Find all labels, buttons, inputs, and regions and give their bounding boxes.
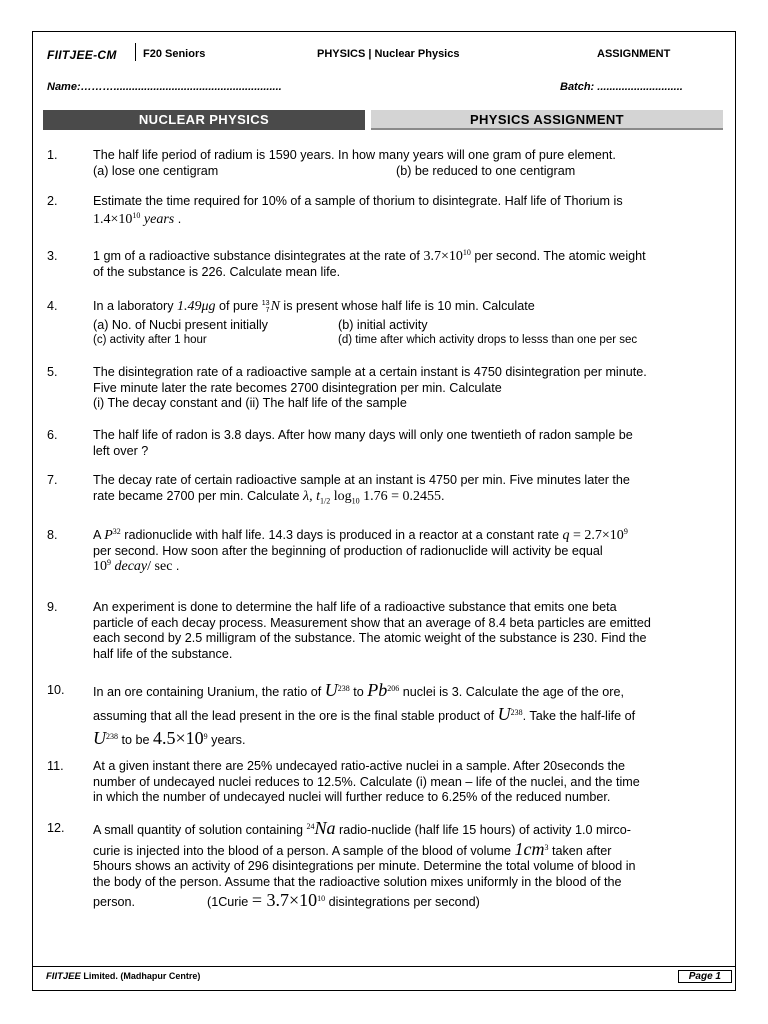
math-expr: log: [330, 488, 352, 504]
question-text: 5hours shows an activity of 296 disintegrations per minute. Determine the total volume of blood in: [93, 859, 636, 873]
math-expr: 10: [93, 559, 107, 574]
punct: .: [174, 211, 182, 226]
text: person.: [93, 895, 136, 909]
question-2: [47, 194, 727, 227]
footer-brand: FIITJEE: [46, 971, 81, 982]
page-header: [33, 32, 735, 77]
atomic-number: 7: [265, 306, 270, 314]
question-text-line: [93, 679, 727, 703]
math-exp: 9: [623, 526, 628, 536]
text: curie is injected into the blood of a person. A sample of the blood of volume: [93, 843, 515, 858]
math-expr: 1cm: [514, 838, 545, 859]
text: of pure: [215, 299, 262, 313]
question-9: [47, 600, 727, 662]
question-text-line: [93, 703, 727, 727]
text: A small quantity of solution containing: [93, 823, 307, 837]
question-text: particle of each decay process. Measurement show that an average of 8.4 beta particles are emitted: [93, 615, 651, 630]
question-number: 12.: [47, 821, 65, 835]
math-expr: P: [104, 528, 113, 543]
assignment-title-bar: PHYSICS ASSIGNMENT: [371, 110, 723, 130]
question-text: in which the number of undecayed nuclei will further reduce to 6.25% of the reduced number.: [93, 790, 611, 804]
question-text-line: [93, 838, 727, 860]
math-exp: 238: [106, 731, 118, 741]
math-unit: years: [140, 211, 175, 227]
option-b: (b) be reduced to one centigram: [396, 163, 576, 178]
text: rate became 2700 per min. Calculate: [93, 488, 304, 503]
question-text: Five minute later the rate becomes 2700 disintegration per min. Calculate: [93, 380, 502, 395]
question-text: of the substance is 226. Calculate mean life.: [93, 264, 341, 279]
math-exp: 10: [317, 893, 326, 903]
question-text-line: [93, 528, 727, 544]
page-number: Page 1: [678, 970, 732, 983]
question-number: 3.: [47, 249, 58, 263]
question-number: 10.: [47, 683, 65, 697]
math-expr: 1.76 = 0.2455: [359, 488, 441, 504]
subject-label: PHYSICS | Nuclear Physics: [317, 48, 460, 60]
question-number: 7.: [47, 473, 58, 487]
question-text: the body of the person. Assume that the radioactive solution mixes uniformly in the blood of the: [93, 874, 622, 889]
question-text-line: [93, 559, 727, 575]
question-8: [47, 528, 727, 575]
math-expr: 1.49μg: [177, 299, 216, 314]
text: taken after: [548, 843, 612, 858]
question-text-line: [93, 212, 727, 228]
text: radionuclide with half life. 14.3 days is produced in a reactor at a constant rate: [120, 528, 563, 542]
question-6: [47, 428, 727, 459]
option-a: (a) No. of Nucbi present initially: [93, 317, 268, 332]
text: In a laboratory: [93, 299, 178, 313]
isotope-numbers: [262, 300, 270, 314]
math-exp: 9: [203, 731, 208, 741]
math-exp: 32: [112, 526, 121, 536]
question-text-line: [93, 489, 727, 505]
text: disintegrations per second): [325, 895, 480, 909]
class-label: F20 Seniors: [143, 48, 206, 60]
question-text: per second. How soon after the beginning of production of radionuclide will activity be equal: [93, 543, 603, 558]
math-exp: 238: [510, 707, 523, 717]
option-c: (c) activity after 1 hour: [93, 333, 207, 346]
element-symbol: Pb: [367, 680, 388, 700]
math-unit: decay: [111, 559, 148, 574]
text: A: [93, 528, 105, 542]
question-text: Estimate the time required for 10% of a sample of thorium to disintegrate. Half life of Thorium is: [93, 194, 623, 208]
question-7: [47, 473, 727, 504]
text: to: [349, 685, 368, 699]
math-expr: = 2.7×10: [569, 528, 624, 543]
math-expr: λ, t: [303, 488, 320, 504]
question-text: each second by 2.5 milligram of the substance. The atomic weight of the substance is 230. Find the: [93, 631, 647, 645]
math-exp: 9: [107, 557, 111, 567]
element-symbol: U: [93, 728, 106, 748]
footer-centre: Limited. (Madhapur Centre): [80, 971, 201, 981]
math-expr: 3.7×10: [423, 249, 463, 264]
document-kind: ASSIGNMENT: [597, 48, 671, 60]
punct: .: [441, 488, 445, 503]
question-number: 8.: [47, 528, 58, 542]
mass-number: 13: [261, 299, 270, 307]
question-number: 2.: [47, 194, 58, 208]
math-sub: 10: [351, 496, 360, 506]
question-11: [47, 759, 727, 806]
question-5: [47, 365, 727, 412]
topic-title-bar: NUCLEAR PHYSICS: [43, 110, 365, 130]
question-text: An experiment is done to determine the half life of a radioactive substance that emits one beta: [93, 600, 617, 614]
question-text: The disintegration rate of a radioactive sample at a certain instant is 4750 disintegration per minute.: [93, 365, 647, 379]
question-text: The half life of radon is 3.8 days. After how many days will only one twentieth of radon sample be: [93, 428, 633, 442]
text: years.: [207, 733, 246, 747]
question-text-line: [93, 727, 727, 751]
question-text-line: [93, 818, 727, 839]
footer-text: [46, 971, 200, 982]
question-text: left over ?: [93, 443, 149, 458]
math-exp: 206: [387, 683, 400, 693]
math-sub: 1/2: [319, 496, 331, 506]
question-text-line: [93, 249, 727, 265]
math-exp: 3: [544, 842, 549, 852]
text: per second. The atomic weight: [470, 249, 646, 263]
question-number: 1.: [47, 148, 58, 162]
text: (1Curie: [207, 895, 252, 909]
question-text: number of undecayed nuclei reduces to 12.5%. Calculate (i) mean – life of the nuclei, and the time: [93, 774, 640, 789]
math-unit: / sec: [147, 559, 173, 574]
option-a: (a) lose one centigram: [93, 163, 219, 178]
title-bars: [43, 110, 723, 130]
text: radio-nuclide (half life 15 hours) of activity 1.0 mirco-: [335, 823, 631, 837]
question-number: 11.: [47, 759, 64, 773]
math-expr: = 3.7×10: [251, 890, 318, 910]
text: assuming that all the lead present in the ore is the final stable product of: [93, 709, 498, 723]
element-symbol: U: [324, 680, 338, 700]
element-symbol: U: [497, 704, 511, 724]
question-4: [47, 299, 727, 348]
brand-logo: FIITJEE-CM: [47, 48, 117, 62]
text: to be: [118, 733, 154, 747]
math-exp: 238: [337, 683, 350, 693]
question-text-line: [93, 890, 727, 911]
punct: .: [172, 559, 180, 573]
text: . Take the half-life of: [522, 709, 636, 723]
header-divider: [135, 43, 136, 61]
question-number: 6.: [47, 428, 58, 442]
text: 1 gm of a radioactive substance disintegrates at the rate of: [93, 249, 424, 263]
name-field[interactable]: Name:……….......................................................: [47, 81, 282, 93]
option-b: (b) initial activity: [338, 317, 428, 332]
mass-number: 24: [306, 821, 315, 831]
question-number: 5.: [47, 365, 58, 379]
batch-field[interactable]: Batch: ............................: [560, 81, 683, 93]
math-expr: 1.4×10: [93, 211, 133, 227]
text: nuclei is 3. Calculate the age of the ore,: [399, 685, 624, 699]
question-12: [47, 818, 727, 911]
question-3: [47, 249, 727, 280]
page-footer: [32, 966, 736, 991]
question-text: The half life period of radium is 1590 years. In how many years will one gram of pure element.: [93, 148, 616, 162]
element-symbol: Na: [314, 818, 336, 838]
math-expr: 4.5×10: [153, 728, 204, 748]
question-10: [47, 679, 727, 751]
question-number: 9.: [47, 600, 58, 614]
math-exp: 10: [462, 247, 471, 257]
name-batch-row: [47, 81, 721, 93]
question-1: [47, 148, 727, 179]
page-frame: [32, 31, 736, 991]
option-d: (d) time after which activity drops to lesss than one per sec: [338, 333, 638, 346]
question-text-line: [93, 299, 727, 315]
text: In an ore containing Uranium, the ratio of: [93, 685, 325, 699]
question-number: 4.: [47, 299, 58, 313]
text: is present whose half life is 10 min. Calculate: [279, 299, 535, 313]
question-text: The decay rate of certain radioactive sample at an instant is 4750 per min. Five minutes later the: [93, 473, 630, 487]
element-symbol: N: [270, 299, 280, 314]
math-expr: q: [562, 528, 570, 543]
question-text: (i) The decay constant and (ii) The half life of the sample: [93, 396, 407, 410]
question-text: At a given instant there are 25% undecayed ratio-active nuclei in a sample. After 20seconds the: [93, 759, 626, 773]
math-exp: 10: [132, 210, 141, 220]
question-text: half life of the substance.: [93, 646, 233, 661]
